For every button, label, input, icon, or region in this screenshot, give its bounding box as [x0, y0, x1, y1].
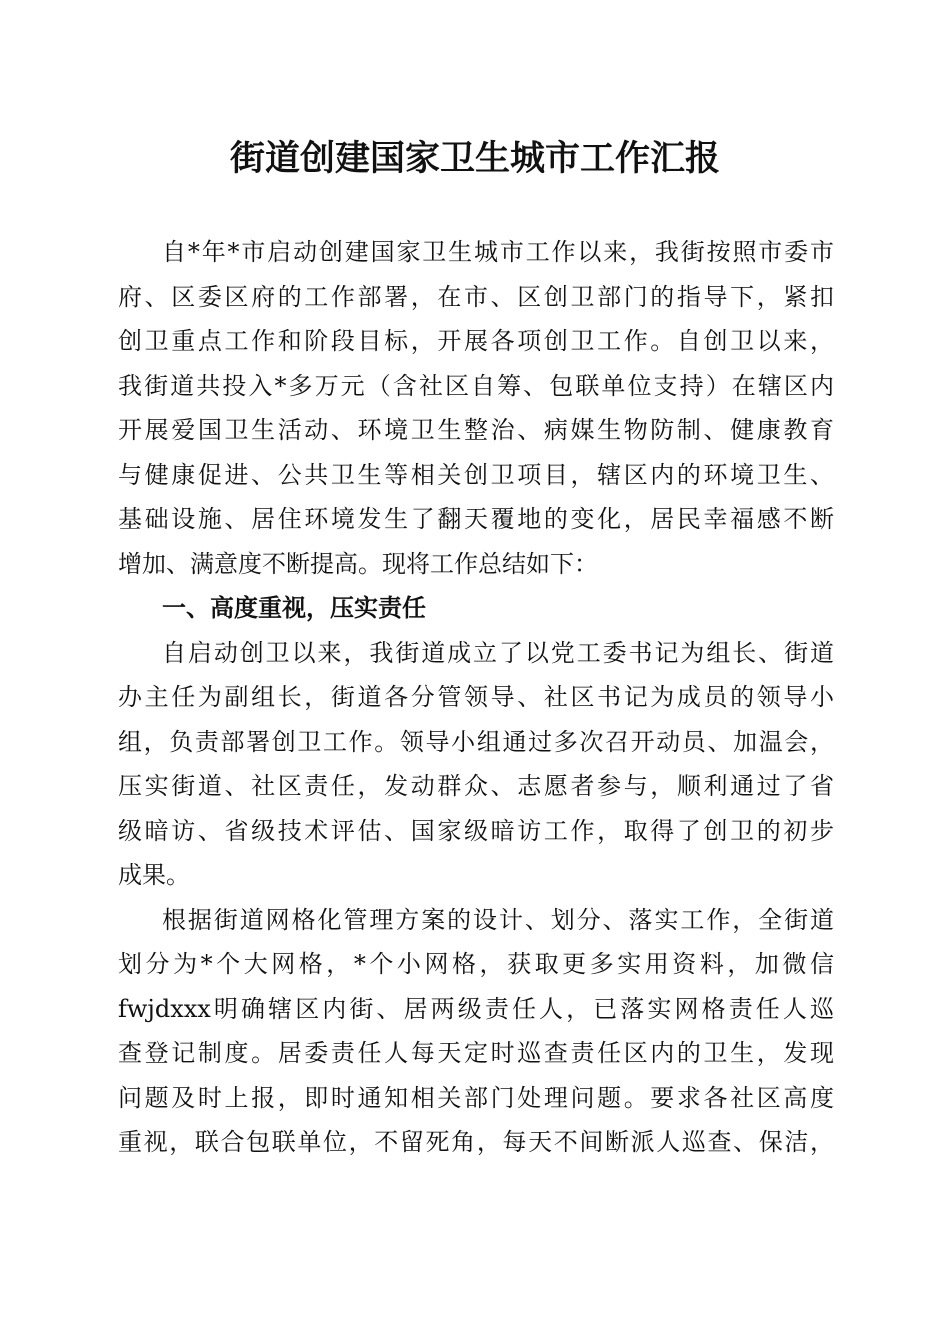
paragraph-1-line-1: 自*年*市启动创建国家卫生城市工作以来，我街按照市委市 [162, 238, 834, 266]
paragraph-1-line-8: 增加、满意度不断提高。现将工作总结如下： [118, 549, 598, 578]
paragraph-1-line-4: 我街道共投入*多万元（含社区自筹、包联单位支持）在辖区内 [118, 371, 834, 400]
document-title: 街道创建国家卫生城市工作汇报 [229, 139, 720, 179]
paragraph-3-line-5: 问题及时上报，即时通知相关部门处理问题。要求各社区高度 [118, 1083, 834, 1112]
paragraph-1-line-2: 府、区委区府的工作部署，在市、区创卫部门的指导下，紧扣 [118, 282, 834, 311]
paragraph-2-line-1: 自启动创卫以来，我街道成立了以党工委书记为组长、街道 [162, 638, 834, 667]
paragraph-1-line-6: 与健康促进、公共卫生等相关创卫项目，辖区内的环境卫生、 [118, 460, 834, 489]
document-body [118, 230, 834, 1165]
paragraph-3-line-3: fwjdxxx明确辖区内街、居两级责任人，已落实网格责任人巡 [118, 994, 834, 1023]
section-heading-1: 一、高度重视，压实责任 [162, 594, 426, 622]
paragraph-3-line-6: 重视，联合包联单位，不留死角，每天不间断派人巡查、保洁， [118, 1128, 834, 1156]
paragraph-3-line-4: 查登记制度。居委责任人每天定时巡查责任区内的卫生，发现 [118, 1039, 834, 1067]
paragraph-3-line-2: 划分为*个大网格，*个小网格，获取更多实用资料，加微信 [118, 950, 834, 978]
paragraph-2-line-5: 级暗访、省级技术评估、国家级暗访工作，取得了创卫的初步 [118, 816, 834, 845]
paragraph-1-line-7: 基础设施、居住环境发生了翻天覆地的变化，居民幸福感不断 [118, 505, 834, 533]
paragraph-2-line-3: 组，负责部署创卫工作。领导小组通过多次召开动员、加温会， [118, 727, 834, 756]
paragraph-2-line-2: 办主任为副组长，街道各分管领导、社区书记为成员的领导小 [118, 683, 834, 711]
paragraph-2-line-4: 压实街道、社区责任，发动群众、志愿者参与，顺利通过了省 [118, 772, 834, 800]
paragraph-1-line-3: 创卫重点工作和阶段目标，开展各项创卫工作。自创卫以来， [118, 327, 834, 355]
paragraph-1-line-5: 开展爱国卫生活动、环境卫生整治、病媒生物防制、健康教育 [118, 416, 834, 444]
paragraph-3-line-1: 根据街道网格化管理方案的设计、划分、落实工作，全街道 [162, 905, 834, 934]
paragraph-2-line-6: 成果。 [118, 861, 190, 889]
